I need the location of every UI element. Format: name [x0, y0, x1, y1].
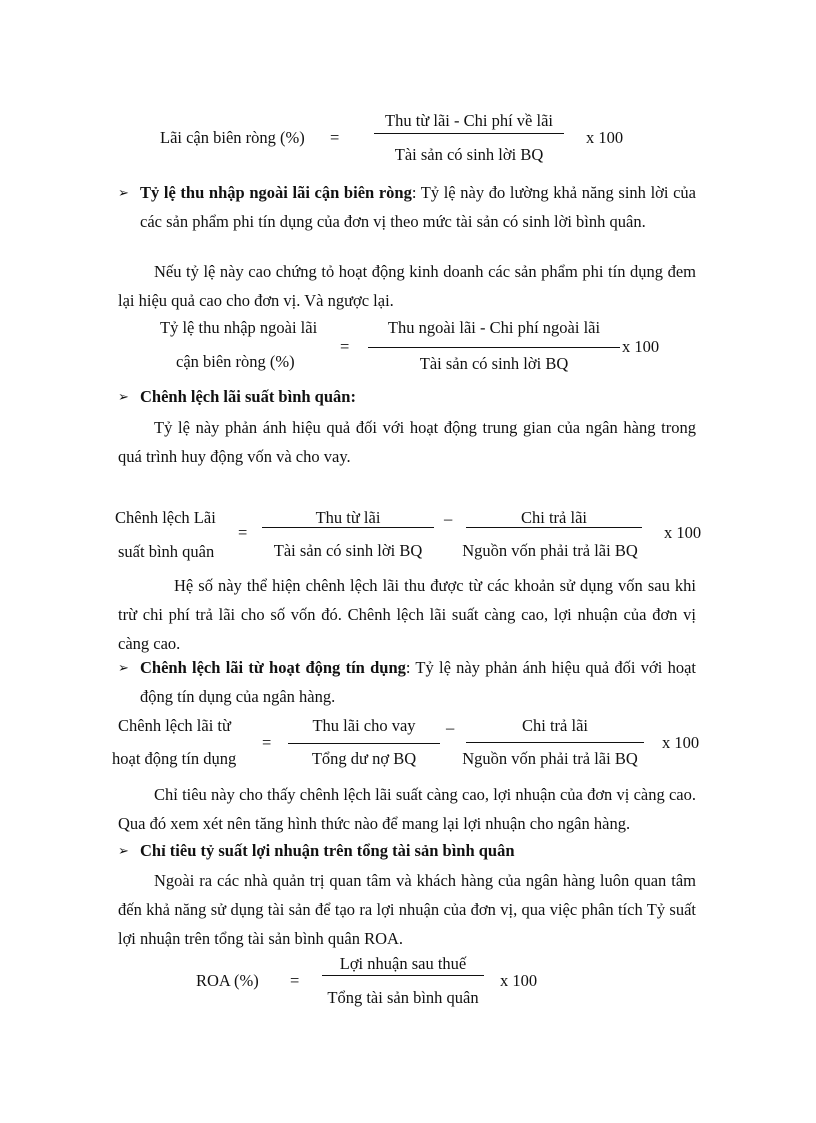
equals-sign: = [330, 128, 340, 147]
bullet-title: Chỉ tiêu tỷ suất lợi nhuận trên tổng tài sản bình quân [140, 841, 515, 860]
formula-numerator-1: Thu lãi cho vay [312, 716, 416, 735]
arrow-bullet-icon: ➢ [118, 389, 129, 404]
multiplier: x 100 [622, 337, 660, 356]
formula-label-line1: Chênh lệch Lãi [115, 508, 216, 527]
bullet-average-interest-spread [118, 382, 696, 411]
formula-numerator-1: Thu từ lãi [315, 508, 381, 527]
formula-numerator-2: Chi trả lãi [521, 508, 587, 527]
bullet-text: : Tỷ lệ này đo lường khả năng sinh lời của các sản phẩm phi tín dụng của đơn vị theo mức tài sản có sinh lời bình quân. [140, 183, 696, 231]
fraction-bar [374, 133, 564, 134]
formula-label: Lãi cận biên ròng (%) [160, 128, 305, 147]
minus-sign: – [446, 718, 455, 737]
paragraph: Hệ số này thể hiện chênh lệch lãi thu được từ các khoản sử dụng vốn sau khi trừ chi phí trả lãi cho số vốn đó. Chênh lệch lãi suất càng cao, lợi nhuận của đơn vị càng cao. [118, 576, 696, 653]
formula-label-line2: cận biên ròng (%) [176, 352, 295, 371]
multiplier: x 100 [664, 523, 702, 542]
bullet-roa [118, 836, 696, 865]
equals-sign: = [340, 337, 350, 356]
bullet-title: Chênh lệch lãi từ hoạt động tín dụng [140, 658, 406, 677]
minus-sign: – [444, 509, 453, 528]
multiplier: x 100 [586, 128, 624, 147]
bullet-credit-interest-spread [118, 653, 696, 711]
equals-sign: = [238, 523, 248, 542]
paragraph: Chỉ tiêu này cho thấy chênh lệch lãi suất càng cao, lợi nhuận của đơn vị càng cao. Qua đó xem xét nên tăng hình thức nào để mang lại lợi nhuận cho ngân hàng. [118, 785, 696, 833]
formula-label: ROA (%) [196, 971, 259, 990]
formula-denominator-2: Nguồn vốn phải trả lãi BQ [462, 541, 638, 560]
multiplier: x 100 [500, 971, 538, 990]
fraction-bar [322, 975, 484, 976]
bullet-title: Tỷ lệ thu nhập ngoài lãi cận biên ròng [140, 183, 412, 202]
formula-denominator: Tổng tài sản bình quân [327, 988, 479, 1007]
equals-sign: = [290, 971, 300, 990]
paragraph: Tỷ lệ này phản ánh hiệu quả đối với hoạt động trung gian của ngân hàng trong quá trình huy động vốn và cho vay. [118, 418, 696, 466]
paragraph: Nếu tỷ lệ này cao chứng tỏ hoạt động kinh doanh các sản phẩm phi tín dụng đem lại hiệu quả cao cho đơn vị. Và ngược lại. [118, 262, 696, 310]
formula-numerator: Lợi nhuận sau thuế [339, 954, 467, 973]
formula-denominator: Tài sản có sinh lời BQ [419, 354, 569, 373]
fraction-bar-2 [466, 742, 644, 743]
fraction-bar [368, 347, 620, 348]
arrow-bullet-icon: ➢ [118, 843, 129, 858]
arrow-bullet-icon: ➢ [118, 185, 129, 200]
formula-denominator-1: Tài sản có sinh lời BQ [273, 541, 423, 560]
multiplier: x 100 [662, 733, 700, 752]
formula-numerator-2: Chi trả lãi [522, 716, 588, 735]
formula-label-line2: suất bình quân [118, 542, 215, 561]
equals-sign: = [262, 733, 272, 752]
formula-numerator: Thu từ lãi - Chi phí về lãi [385, 111, 553, 130]
formula-numerator: Thu ngoài lãi - Chi phí ngoài lãi [387, 318, 601, 337]
bullet-text: : Tỷ lệ này phản ánh hiệu quả đối với hoạt động tín dụng của ngân hàng. [140, 658, 696, 706]
formula-label-line2: hoạt động tín dụng [112, 749, 237, 768]
fraction-bar-2 [466, 527, 642, 528]
bullet-title: Chênh lệch lãi suất bình quân: [140, 387, 356, 406]
fraction-bar-1 [288, 743, 440, 744]
arrow-bullet-icon: ➢ [118, 660, 129, 675]
formula-label-line1: Chênh lệch lãi từ [118, 716, 231, 735]
formula-denominator: Tài sản có sinh lời BQ [394, 145, 544, 164]
fraction-bar-1 [262, 527, 434, 528]
bullet-non-interest-income [118, 178, 696, 236]
formula-denominator-2: Nguồn vốn phải trả lãi BQ [462, 749, 638, 768]
formula-denominator-1: Tổng dư nợ BQ [311, 749, 417, 768]
formula-label-line1: Tỷ lệ thu nhập ngoài lãi [160, 318, 318, 337]
paragraph: Ngoài ra các nhà quản trị quan tâm và khách hàng của ngân hàng luôn quan tâm đến khả năng sử dụng tài sản để tạo ra lợi nhuận của đơn vị, qua việc phân tích Tỷ suất lợi nhuận trên tổng tài sản bình quân ROA. [118, 871, 696, 948]
